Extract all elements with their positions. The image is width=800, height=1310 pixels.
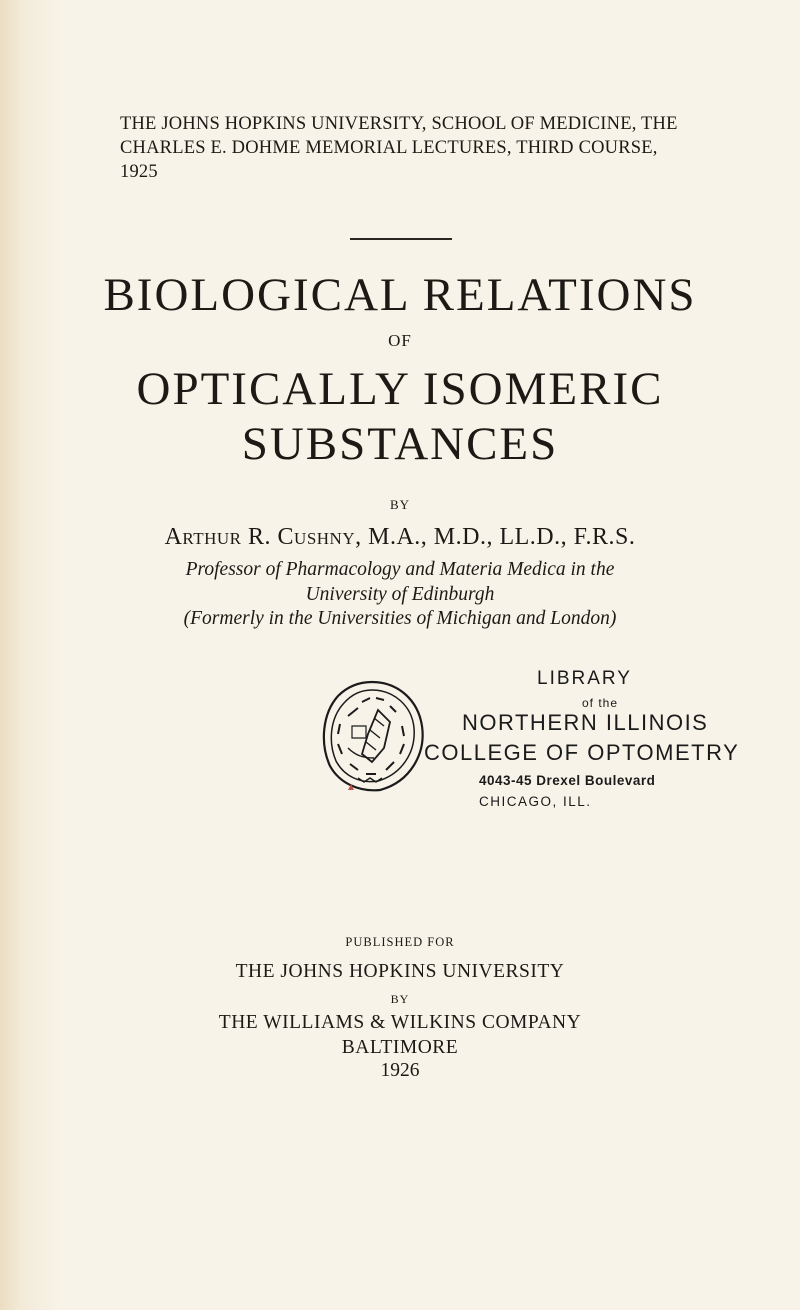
stamp-city: CHICAGO, ILL. bbox=[479, 794, 592, 809]
published-for-label: PUBLISHED FOR bbox=[345, 935, 455, 949]
book-title-connector: OF bbox=[388, 331, 412, 350]
author-affiliation-2: University of Edinburgh bbox=[305, 584, 495, 605]
stamp-address: 4043-45 Drexel Boulevard bbox=[479, 773, 656, 788]
library-seal-icon bbox=[318, 678, 426, 794]
stamp-name-line-2: COLLEGE OF OPTOMETRY bbox=[424, 740, 740, 765]
publisher-by-label: BY bbox=[390, 992, 410, 1006]
publisher-company: THE WILLIAMS & WILKINS COMPANY bbox=[218, 1012, 582, 1033]
book-title-line-2: OPTICALLY ISOMERIC bbox=[136, 363, 664, 415]
byline-label: BY bbox=[389, 497, 411, 512]
author-affiliation-1: Professor of Pharmacology and Materia Medica in the bbox=[185, 559, 615, 580]
stamp-library: LIBRARY bbox=[537, 668, 632, 689]
book-title-line-1: BIOLOGICAL RELATIONS bbox=[103, 269, 697, 321]
publishing-institution: THE JOHNS HOPKINS UNIVERSITY bbox=[235, 961, 565, 982]
publication-year: 1926 bbox=[380, 1060, 420, 1081]
series-statement: THE JOHNS HOPKINS UNIVERSITY, SCHOOL OF MEDICINE, THE CHARLES E. DOHME MEMORIAL LECTURES, THIRD COURSE, 1925 bbox=[120, 114, 678, 182]
author-name: Arthur R. Cushny, M.A., M.D., LL.D., F.R.S. bbox=[164, 524, 636, 550]
stamp-name-line-1: NORTHERN ILLINOIS bbox=[462, 710, 709, 735]
publisher-city: BALTIMORE bbox=[341, 1037, 459, 1058]
book-title-line-3: SUBSTANCES bbox=[241, 418, 559, 470]
stamp-of-the: of the bbox=[582, 696, 619, 710]
title-divider bbox=[350, 238, 452, 240]
author-affiliation-3: (Formerly in the Universities of Michigan and London) bbox=[183, 608, 617, 629]
